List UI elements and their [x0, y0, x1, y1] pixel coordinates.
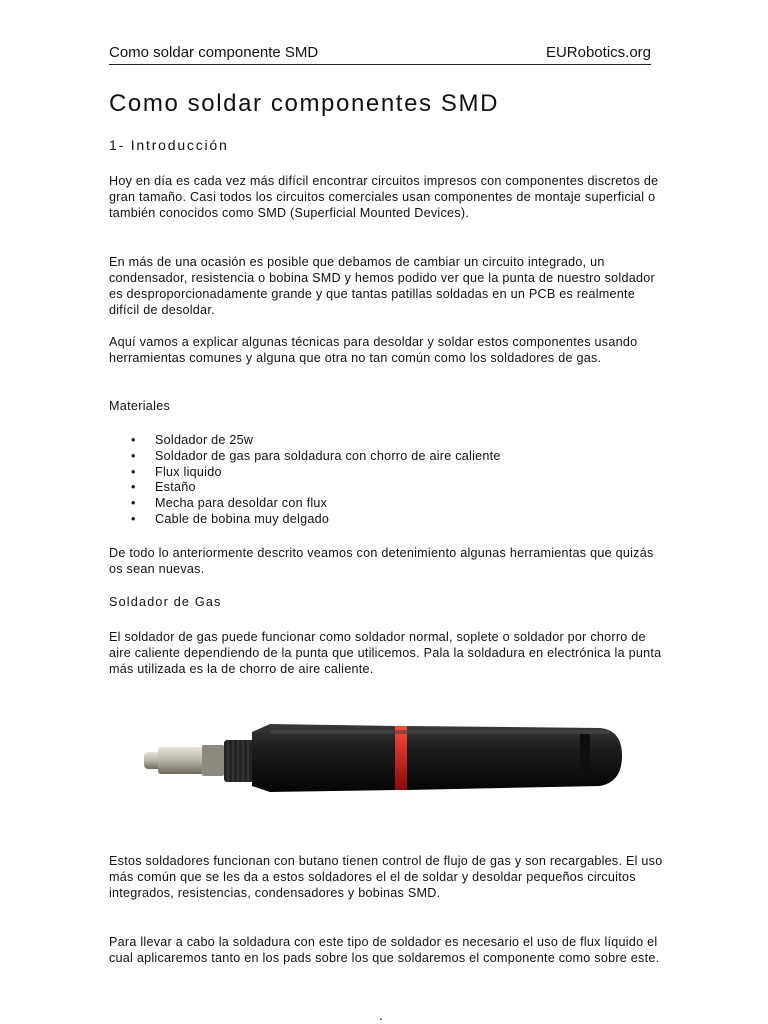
list-item: • Cable de bobina muy delgado — [109, 512, 501, 528]
list-item: • Soldador de gas para soldadura con chorro de aire caliente — [109, 449, 501, 465]
paragraph-tools-intro: De todo lo anteriormente descrito veamos con detenimiento algunas herramientas que quizás os sean nuevas. — [109, 546, 654, 576]
list-item: • Mecha para desoldar con flux — [109, 496, 501, 512]
paragraph-gas-1: El soldador de gas puede funcionar como soldador normal, soplete o soldador por chorro de aire caliente dependiendo de la punta que utilicemos. Pala la soldadura en electrónica la punta más utilizada es la de chorro de aire caliente. — [109, 630, 662, 676]
header-site-name: EURobotics.org — [545, 44, 651, 61]
list-item: • Estaño — [109, 480, 501, 496]
page-title: Como soldar componentes SMD — [109, 90, 500, 117]
paragraph-intro-3: Aquí vamos a explicar algunas técnicas para desoldar y soldar estos componentes usando herramientas comunes y alguna que otra no tan común como los soldadores de gas. — [109, 335, 638, 365]
materials-list — [109, 433, 501, 528]
gas-soldering-iron-photo — [140, 712, 630, 802]
paragraph-intro-1: Hoy en día es cada vez más difícil encontrar circuitos impresos con componentes discretos de gran tamaño. Casi todos los circuitos comerciales usan componentes de montaje superficial o también conocidos como SMD (Superficial Mounted Devices). — [109, 174, 659, 220]
page-marker — [380, 1018, 382, 1020]
list-item: • Soldador de 25w — [109, 433, 501, 449]
header-doc-title: Como soldar componente SMD — [109, 44, 319, 61]
paragraph-gas-3: Para llevar a cabo la soldadura con este tipo de soldador es necesario el uso de flux líquido el cual aplicaremos tanto en los pads sobre los que soldaremos el componente como sobre este. — [109, 935, 660, 965]
page-header — [109, 44, 651, 65]
materials-label: Materiales — [109, 399, 171, 413]
list-item: • Flux liquido — [109, 465, 501, 481]
subsection-heading-soldador-gas: Soldador de Gas — [109, 595, 222, 609]
section-heading-introduccion: 1- Introducción — [109, 137, 229, 153]
paragraph-intro-2: En más de una ocasión es posible que debamos de cambiar un circuito integrado, un condensador, resistencia o bobina SMD y hemos podido ver que la punta de nuestro soldador es desproporcionadamente grande y que tantas patillas soldadas en un PCB es realmente difícil de desoldar. — [109, 255, 655, 317]
paragraph-gas-2: Estos soldadores funcionan con butano tienen control de flujo de gas y son recargables. El uso más común que se les da a estos soldadores el el de soldar y desoldar pequeños circuitos integrados, resistencias, condensadores y bobinas SMD. — [109, 854, 663, 900]
